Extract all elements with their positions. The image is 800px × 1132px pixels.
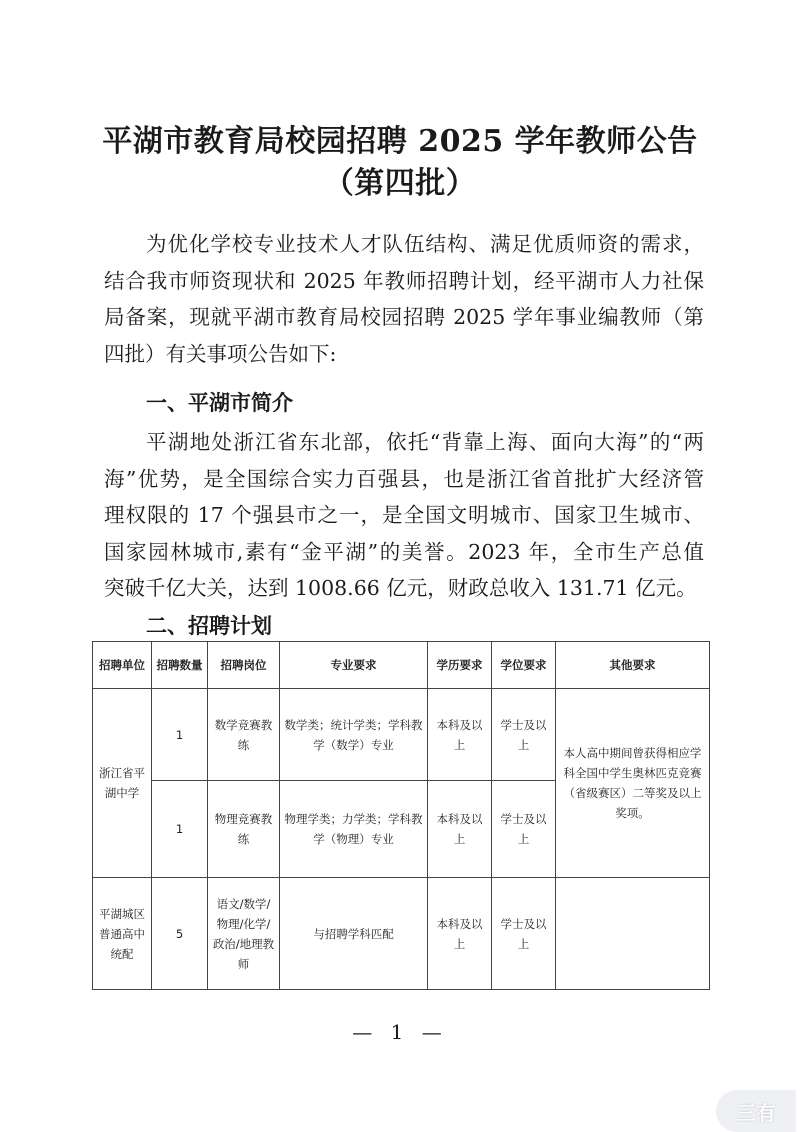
table-row bbox=[93, 878, 710, 990]
cell-degree: 学士及以上 bbox=[492, 689, 556, 781]
document-subtitle: （第四批） bbox=[323, 166, 477, 201]
table-row bbox=[93, 689, 710, 781]
cell-other: 本人高中期间曾获得相应学科全国中学生奥林匹克竞赛（省级赛区）二等奖及以上奖项。 bbox=[556, 689, 710, 878]
city-intro-line: 理权限的 17 个强县市之一，是全国文明城市、国家卫生城市、 bbox=[104, 503, 704, 527]
section-heading-intro: 一、平湖市简介 bbox=[146, 391, 293, 415]
city-intro-line: 国家园林城市,素有“金平湖”的美誉。2023 年，全市生产总值 bbox=[104, 539, 704, 564]
section-heading-plan: 二、招聘计划 bbox=[146, 614, 272, 638]
cell-unit: 平湖城区普通高中统配 bbox=[93, 878, 152, 990]
cell-education: 本科及以上 bbox=[428, 781, 492, 878]
cell-post: 数学竞赛教练 bbox=[208, 689, 280, 781]
cell-major: 物理学类；力学类；学科教学（物理）专业 bbox=[280, 781, 428, 878]
table-header-row bbox=[93, 642, 710, 689]
header-post: 招聘岗位 bbox=[208, 642, 280, 689]
city-intro-paragraph bbox=[104, 424, 704, 607]
cell-degree: 学士及以上 bbox=[492, 878, 556, 990]
header-degree: 学位要求 bbox=[492, 642, 556, 689]
intro-line: 结合我市师资现状和 2025 年教师招聘计划，经平湖市人力社保 bbox=[104, 268, 704, 293]
intro-paragraph bbox=[104, 226, 704, 372]
header-education: 学历要求 bbox=[428, 642, 492, 689]
header-unit: 招聘单位 bbox=[93, 642, 152, 689]
cell-degree: 学士及以上 bbox=[492, 781, 556, 878]
cell-post: 语文/数学/物理/化学/政治/地理教师 bbox=[208, 878, 280, 990]
recruitment-plan-table bbox=[92, 641, 710, 990]
page-number: — 1 — bbox=[352, 1020, 448, 1044]
watermark-logo: 三有 bbox=[716, 1090, 796, 1132]
cell-major: 数学类；统计学类；学科教学（数学）专业 bbox=[280, 689, 428, 781]
cell-post: 物理竞赛教练 bbox=[208, 781, 280, 878]
cell-major: 与招聘学科匹配 bbox=[280, 878, 428, 990]
header-major: 专业要求 bbox=[280, 642, 428, 689]
header-count: 招聘数量 bbox=[152, 642, 208, 689]
cell-count: 1 bbox=[152, 689, 208, 781]
intro-line: 为优化学校专业技术人才队伍结构、满足优质师资的需求， bbox=[146, 232, 704, 256]
cell-education: 本科及以上 bbox=[428, 689, 492, 781]
city-intro-line: 海”优势，是全国综合实力百强县，也是浙江省首批扩大经济管 bbox=[104, 466, 704, 491]
cell-count: 1 bbox=[152, 781, 208, 878]
cell-education: 本科及以上 bbox=[428, 878, 492, 990]
intro-line: 局备案，现就平湖市教育局校园招聘 2025 学年事业编教师（第 bbox=[104, 305, 704, 329]
intro-line: 四批）有关事项公告如下: bbox=[104, 341, 337, 366]
header-other: 其他要求 bbox=[556, 642, 710, 689]
cell-other bbox=[556, 878, 710, 990]
cell-count: 5 bbox=[152, 878, 208, 990]
city-intro-line: 平湖地处浙江省东北部，依托“背靠上海、面向大海”的“两 bbox=[146, 430, 704, 454]
city-intro-line: 突破千亿大关，达到 1008.66 亿元，财政总收入 131.71 亿元。 bbox=[104, 576, 697, 600]
document-title: 平湖市教育局校园招聘 2025 学年教师公告 bbox=[102, 124, 698, 159]
cell-unit: 浙江省平湖中学 bbox=[93, 689, 152, 878]
